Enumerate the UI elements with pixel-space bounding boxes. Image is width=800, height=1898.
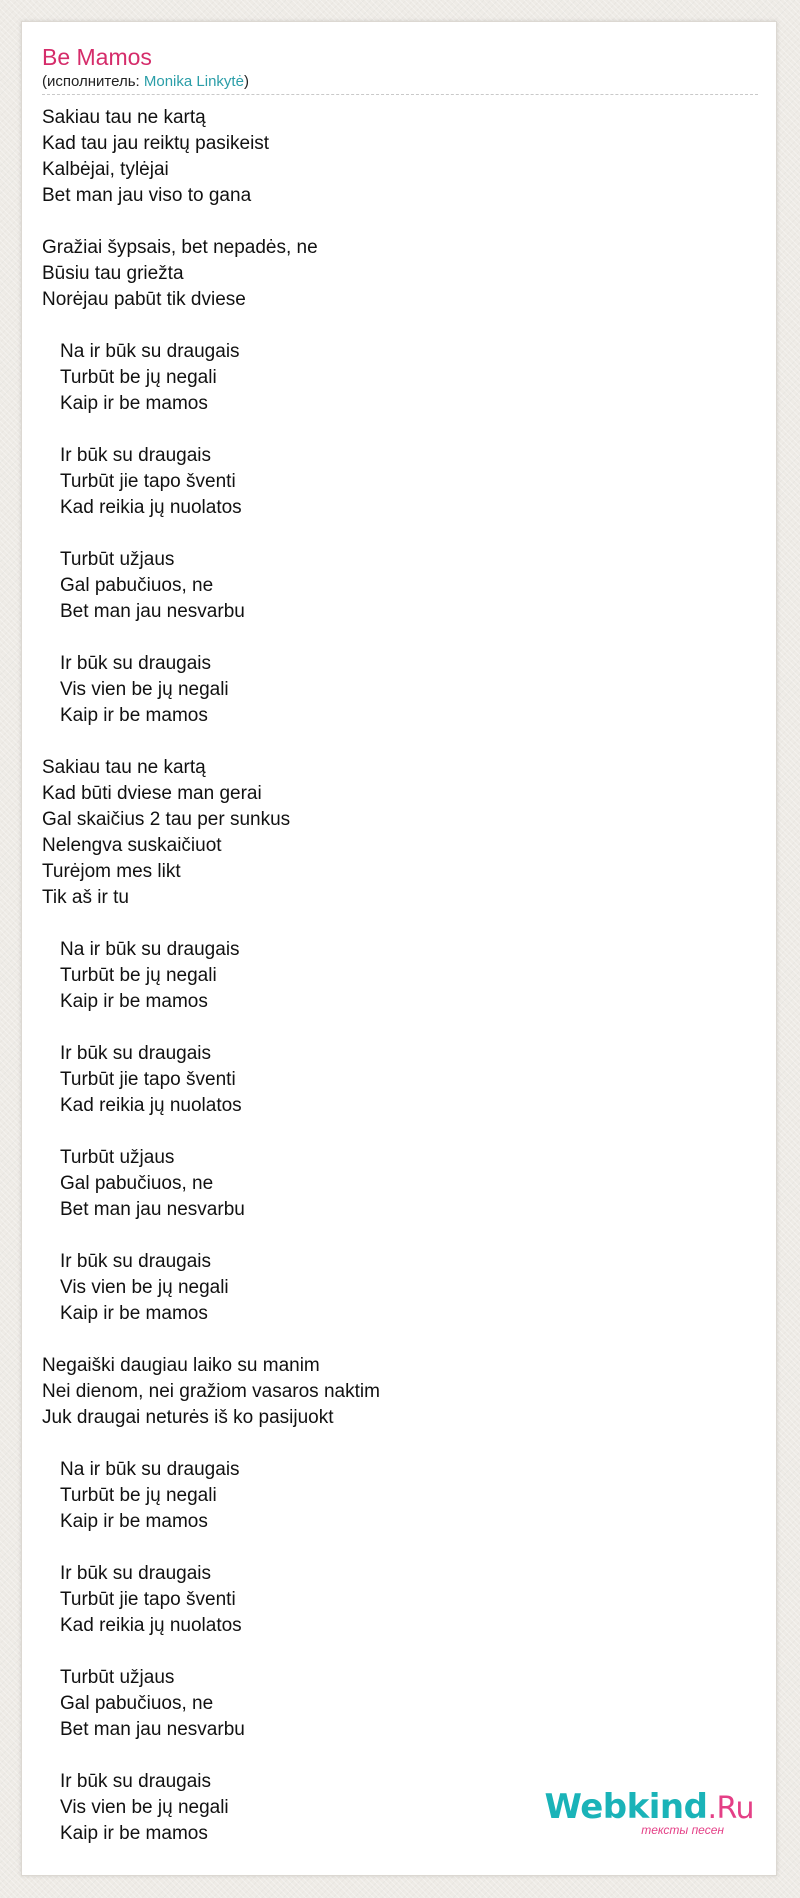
lyric-line: Būsiu tau griežta bbox=[42, 263, 184, 284]
lyric-line: Kalbėjai, tylėjai bbox=[42, 159, 169, 180]
stanza-gap bbox=[42, 209, 758, 235]
chorus-line: Bet man jau nesvarbu bbox=[60, 1199, 245, 1220]
logo-wordmark bbox=[544, 1789, 754, 1827]
chorus-line: Kad reikia jų nuolatos bbox=[60, 497, 242, 518]
chorus-line: Kaip ir be mamos bbox=[60, 1823, 208, 1844]
lyrics-body bbox=[42, 105, 758, 1847]
chorus-line: Turbūt jie tapo šventi bbox=[60, 1589, 236, 1610]
stanza-gap bbox=[42, 1327, 758, 1353]
chorus-line: Gal pabučiuos, ne bbox=[60, 1173, 214, 1194]
chorus-line: Bet man jau nesvarbu bbox=[60, 1719, 245, 1740]
chorus-line: Kaip ir be mamos bbox=[60, 1303, 208, 1324]
lyric-line: Negaiški daugiau laiko su manim bbox=[42, 1355, 320, 1376]
chorus-line: Kaip ir be mamos bbox=[60, 705, 208, 726]
stanza-gap bbox=[42, 1743, 758, 1769]
chorus-line: Kaip ir be mamos bbox=[60, 991, 208, 1012]
stanza-gap bbox=[42, 1431, 758, 1457]
stanza-gap bbox=[42, 417, 758, 443]
lyric-line: Gal skaičius 2 tau per sunkus bbox=[42, 809, 291, 830]
chorus-line: Na ir būk su draugais bbox=[60, 939, 240, 960]
artist-suffix: ) bbox=[243, 73, 249, 90]
lyric-line: Bet man jau viso to gana bbox=[42, 185, 252, 206]
chorus-line: Na ir būk su draugais bbox=[60, 1459, 240, 1480]
artist-line bbox=[42, 73, 758, 95]
chorus-line: Turbūt be jų negali bbox=[60, 1485, 217, 1506]
lyric-line: Kad būti dviese man gerai bbox=[42, 783, 262, 804]
lyric-line: Kad tau jau reiktų pasikeist bbox=[42, 133, 270, 154]
chorus-line: Ir būk su draugais bbox=[60, 1563, 212, 1584]
chorus-line: Turbūt užjaus bbox=[60, 1147, 175, 1168]
lyric-line: Sakiau tau ne kartą bbox=[42, 107, 206, 128]
chorus-line: Ir būk su draugais bbox=[60, 1771, 212, 1792]
lyric-line: Norėjau pabūt tik dviese bbox=[42, 289, 246, 310]
chorus-line: Kaip ir be mamos bbox=[60, 393, 208, 414]
logo-tagline: тексты песен bbox=[641, 1823, 724, 1837]
lyrics-card bbox=[21, 21, 777, 1876]
stanza-gap bbox=[42, 911, 758, 937]
chorus-line: Turbūt be jų negali bbox=[60, 367, 217, 388]
stanza-gap bbox=[42, 313, 758, 339]
chorus-line: Ir būk su draugais bbox=[60, 653, 212, 674]
chorus-line: Vis vien be jų negali bbox=[60, 1797, 229, 1818]
site-logo[interactable] bbox=[544, 1789, 754, 1837]
stanza-gap bbox=[42, 1639, 758, 1665]
chorus-line: Kaip ir be mamos bbox=[60, 1511, 208, 1532]
chorus-line: Bet man jau nesvarbu bbox=[60, 601, 245, 622]
artist-prefix: (исполнитель: bbox=[42, 73, 144, 90]
lyric-line: Juk draugai neturės iš ko pasijuokt bbox=[42, 1407, 334, 1428]
stanza-gap bbox=[42, 1223, 758, 1249]
chorus-line: Turbūt užjaus bbox=[60, 549, 175, 570]
lyric-line: Nelengva suskaičiuot bbox=[42, 835, 222, 856]
chorus-line: Turbūt jie tapo šventi bbox=[60, 471, 236, 492]
chorus-line: Turbūt užjaus bbox=[60, 1667, 175, 1688]
chorus-line: Na ir būk su draugais bbox=[60, 341, 240, 362]
chorus-line: Ir būk su draugais bbox=[60, 1043, 212, 1064]
lyric-line: Tik aš ir tu bbox=[42, 887, 129, 908]
chorus-line: Kad reikia jų nuolatos bbox=[60, 1615, 242, 1636]
lyric-line: Gražiai šypsais, bet nepadės, ne bbox=[42, 237, 318, 258]
stanza-gap bbox=[42, 729, 758, 755]
logo-tld: .Ru bbox=[707, 1791, 754, 1826]
artist-link[interactable]: Monika Linkytė bbox=[143, 73, 244, 90]
stanza-gap bbox=[42, 625, 758, 651]
lyric-line: Sakiau tau ne kartą bbox=[42, 757, 206, 778]
lyric-line: Turėjom mes likt bbox=[42, 861, 181, 882]
stanza-gap bbox=[42, 1015, 758, 1041]
stanza-gap bbox=[42, 1119, 758, 1145]
chorus-line: Vis vien be jų negali bbox=[60, 1277, 229, 1298]
chorus-line: Kad reikia jų nuolatos bbox=[60, 1095, 242, 1116]
chorus-line: Vis vien be jų negali bbox=[60, 679, 229, 700]
chorus-line: Gal pabučiuos, ne bbox=[60, 575, 214, 596]
logo-name: Webkind bbox=[544, 1787, 708, 1827]
lyric-line: Nei dienom, nei gražiom vasaros naktim bbox=[42, 1381, 380, 1402]
stanza-gap bbox=[42, 521, 758, 547]
song-title: Be Mamos bbox=[42, 44, 152, 70]
stanza-gap bbox=[42, 1535, 758, 1561]
chorus-line: Turbūt be jų negali bbox=[60, 965, 217, 986]
chorus-line: Turbūt jie tapo šventi bbox=[60, 1069, 236, 1090]
chorus-line: Gal pabučiuos, ne bbox=[60, 1693, 214, 1714]
chorus-line: Ir būk su draugais bbox=[60, 1251, 212, 1272]
chorus-line: Ir būk su draugais bbox=[60, 445, 212, 466]
